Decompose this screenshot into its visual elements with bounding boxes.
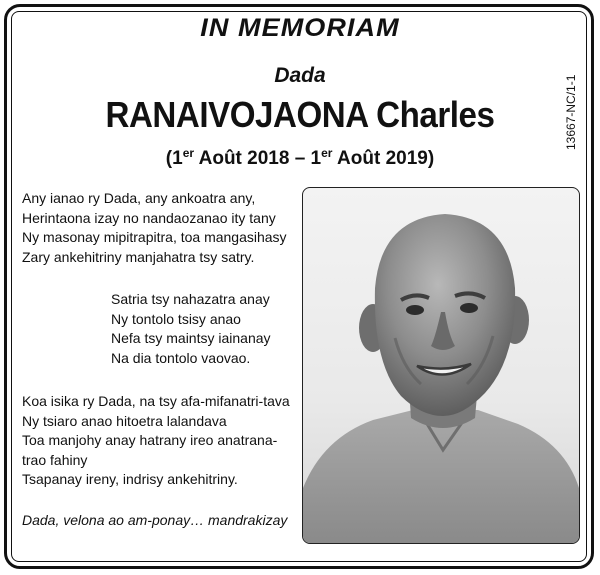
memorial-dates [0,146,600,170]
honorific: Dada [274,64,326,87]
portrait-illustration [303,188,579,543]
dates-part-1: Août 2018 – 1 [194,148,322,169]
reference-code: 13667-NC/1-1 [564,74,578,150]
poem-line: Toa manjohy anay hatrany ireo anatrana- [22,432,278,448]
page-title: IN MEMORIAM [200,14,400,42]
poem-line: Ny tontolo tsisy anao [111,310,241,327]
poem-line: Koa isika ry Dada, na tsy afa-mifanatri-tava [22,393,290,409]
poem-line: Ny tsiaro anao hitoetra lalandava [22,412,227,429]
closing-line: Dada, velona ao am-ponay… mandrakizay [22,512,288,528]
poem-stanza-1 [22,189,287,267]
poem-line: Any ianao ry Dada, any ankoatra any, [22,190,256,206]
poem-line: Satria tsy nahazatra anay [111,291,270,307]
poem-line: trao fahiny [22,451,88,468]
poem-line: Na dia tontolo vaovao. [111,349,251,366]
dates-sup-2: er [321,146,333,160]
poem-line: Tsapanay ireny, indrisy ankehitriny. [22,471,238,487]
poem-stanza-3 [22,392,290,490]
poem-line: Nefa tsy maintsy iainanay [111,330,271,346]
dates-open: (1 [165,148,183,169]
poem-line: Ny masonay mipitrapitra, toa mangasihasy [22,229,287,245]
deceased-name: RANAIVOJAONA Charles [105,94,495,135]
dates-sup-1: er [182,146,195,160]
poem-stanza-2 [111,290,271,368]
poem-line: Herintaona izay no nandaozanao ity tany [22,209,276,226]
poem-line: Zary ankehitriny manjahatra tsy satry. [22,248,255,265]
portrait-photo [302,187,580,544]
dates-part-2: Août 2019) [332,148,435,169]
